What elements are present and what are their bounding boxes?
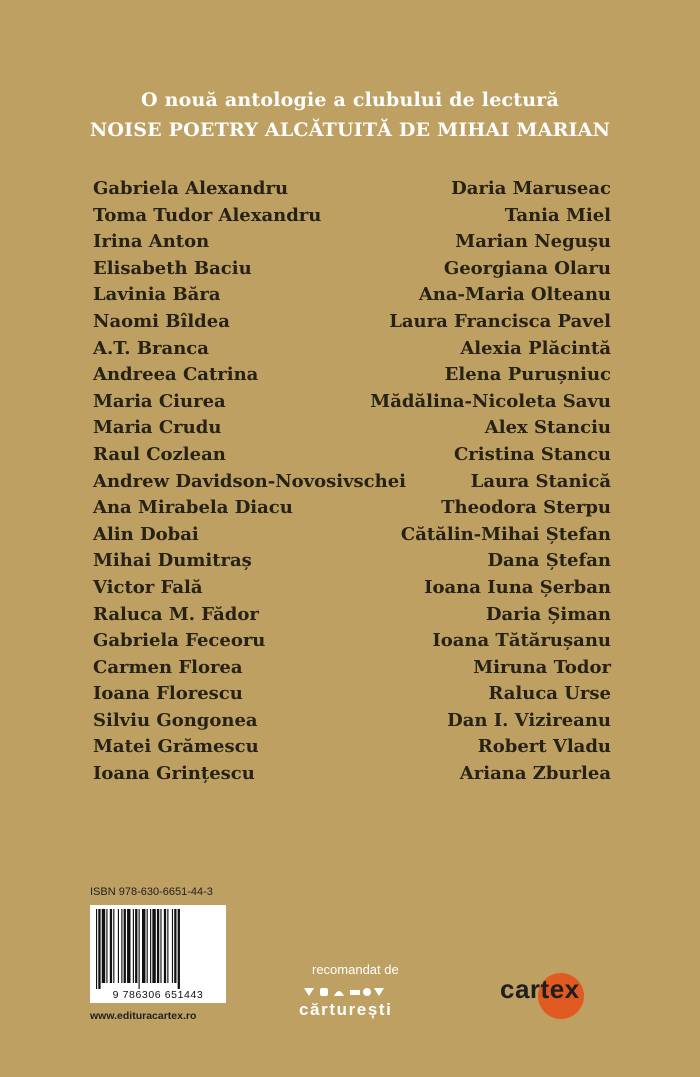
author-name: Andreea Catrina <box>93 364 259 386</box>
author-name: Robert Vladu <box>477 736 611 758</box>
author-name: Daria Șiman <box>485 603 611 625</box>
author-name: Toma Tudor Alexandru <box>93 204 322 226</box>
cartex-logo: cartex <box>500 974 580 1004</box>
author-name: Marian Negușu <box>455 231 611 253</box>
carturesti-logo: cărturești <box>299 1000 393 1019</box>
author-name: Victor Fală <box>93 576 203 598</box>
author-name: Ana-Maria Olteanu <box>418 284 611 306</box>
author-name: Ana Mirabela Diacu <box>93 497 293 519</box>
author-name: Cătălin-Mihai Ștefan <box>400 523 611 545</box>
author-name: Lavinia Băra <box>93 284 221 306</box>
author-name: Elena Purușniuc <box>444 364 611 386</box>
author-name: Theodora Sterpu <box>441 497 611 519</box>
authors-list-left <box>93 176 406 788</box>
author-name: A.T. Branca <box>93 337 209 359</box>
author-name: Silviu Gongonea <box>93 709 258 731</box>
author-name: Ioana Tătărușanu <box>432 630 611 652</box>
author-name: Raluca Urse <box>488 683 611 705</box>
author-name: Cristina Stancu <box>453 443 611 465</box>
authors-list-right <box>370 176 611 788</box>
isbn-text: ISBN 978-630-6651-44-3 <box>90 886 213 898</box>
author-name: Laura Stanică <box>470 470 611 492</box>
author-name: Andrew Davidson-Novosivschei <box>93 470 407 492</box>
heading-line-2: NOISE POETRY ALCĂTUITĂ DE MIHAI MARIAN <box>89 119 611 141</box>
author-name: Maria Crudu <box>93 417 222 439</box>
author-name: Ioana Iuna Șerban <box>424 576 611 598</box>
author-name: Gabriela Alexandru <box>93 178 289 199</box>
author-name: Alex Stanciu <box>484 417 611 439</box>
barcode <box>90 905 226 1003</box>
author-name: Mihai Dumitraș <box>93 550 252 572</box>
recommended-label: recomandat de <box>312 962 399 977</box>
author-name: Laura Francisca Pavel <box>389 310 611 332</box>
author-name: Gabriela Feceoru <box>93 630 266 652</box>
publisher-website: www.edituracartex.ro <box>90 1010 197 1022</box>
author-name: Ioana Grințescu <box>93 763 255 785</box>
author-name: Alexia Plăcintă <box>460 337 611 359</box>
author-name: Naomi Bîldea <box>93 310 230 332</box>
barcode-bars <box>90 905 226 989</box>
author-name: Carmen Florea <box>93 656 243 678</box>
author-name: Dana Ștefan <box>487 550 611 572</box>
author-name: Daria Maruseac <box>451 178 611 199</box>
author-name: Georgiana Olaru <box>443 257 611 279</box>
carturesti-ornament-icon <box>300 986 434 998</box>
author-name: Raul Cozlean <box>93 443 226 465</box>
author-name: Irina Anton <box>93 231 210 253</box>
author-name: Elisabeth Baciu <box>93 257 252 279</box>
barcode-digits: 9 786306 651443 <box>112 989 204 1001</box>
author-name: Maria Ciurea <box>93 390 226 412</box>
author-name: Dan I. Vizireanu <box>447 709 611 731</box>
author-name: Matei Grămescu <box>93 736 259 758</box>
author-name: Ariana Zburlea <box>459 763 611 785</box>
author-name: Raluca M. Fădor <box>93 603 259 625</box>
author-name: Alin Dobai <box>93 523 199 545</box>
heading-line-1: O nouă antologie a clubului de lectură <box>141 89 559 111</box>
author-name: Mădălina-Nicoleta Savu <box>370 390 611 412</box>
author-name: Tania Miel <box>504 204 611 226</box>
author-name: Miruna Todor <box>473 656 611 678</box>
author-name: Ioana Florescu <box>93 683 243 705</box>
